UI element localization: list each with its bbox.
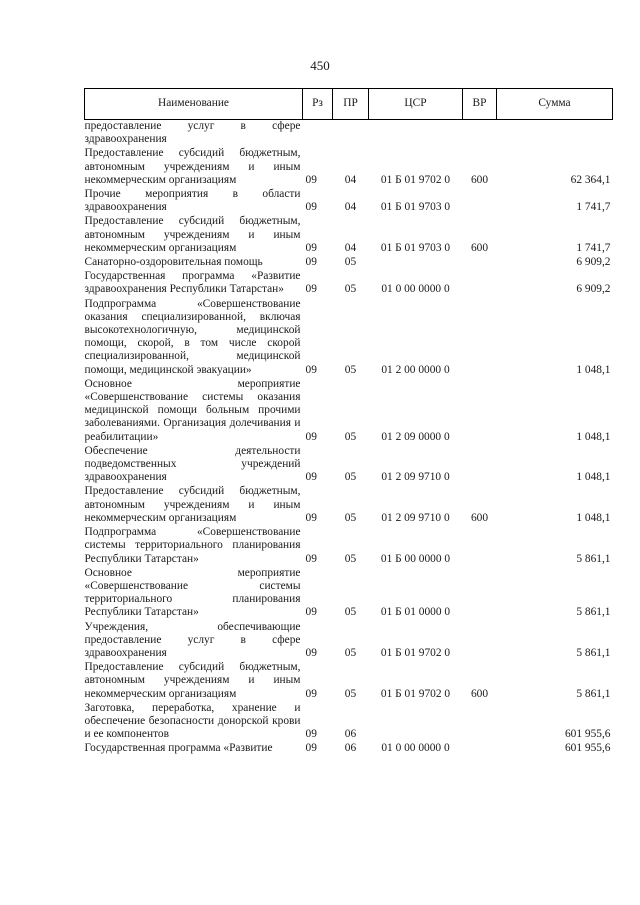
cell-pr: 05 [344,471,357,484]
cell-name: Прочие мероприятия в области здравоохранения [84,188,301,214]
cell-vr: 600 [470,241,489,254]
table-row [85,660,613,701]
table-row [85,620,613,661]
cell-pr: 05 [344,363,357,376]
header-rz: Рз [303,89,333,120]
cell-rz: 09 [305,511,317,524]
cell-csr: 01 2 09 9710 0 [381,471,450,484]
cell-rz: 09 [305,728,317,741]
cell-pr: 05 [344,511,357,524]
cell-name: Предоставление субсидий бюджетным, автономным учреждениям и иным некоммерческим организациям [84,485,301,524]
cell-rz: 09 [305,552,317,565]
cell-rz: 09 [305,363,317,376]
header-sum: Сумма [497,89,613,120]
cell-rz: 09 [305,687,317,700]
cell-name: Предоставление субсидий бюджетным, автономным учреждениям и иным некоммерческим организациям [84,661,301,700]
cell-csr: 01 Б 01 9702 0 [380,173,451,186]
cell-sum: 1 048,1 [576,363,611,376]
cell-sum: 6 909,2 [576,256,611,269]
cell-sum: 5 861,1 [576,552,611,565]
cell-vr [463,377,497,444]
cell-name: Подпрограмма «Совершенствование оказания специализированной, включая высокотехнологичную, медицинской помощи, скорой, в том числе скорой специализированной, медицинской помощи, медицинской эвакуации» [84,297,301,376]
cell-vr [463,444,497,485]
table-body [85,120,613,756]
cell-pr: 05 [344,430,357,443]
cell-name: Основное мероприятие «Совершенствование системы территориального планирования Республики Татарстан» [84,566,301,619]
cell-vr [463,741,497,755]
cell-pr: 06 [344,742,357,755]
table-row [85,525,613,566]
cell-rz: 09 [305,256,317,269]
cell-rz: 09 [305,173,317,186]
cell-rz: 09 [305,241,317,254]
table-header [85,89,613,120]
cell-sum: 62 364,1 [570,173,611,186]
cell-rz: 09 [305,283,317,296]
cell-sum [497,120,613,147]
cell-csr: 01 Б 01 0000 0 [380,606,451,619]
cell-name: Обеспечение деятельности подведомственных учреждений здравоохранения [84,444,301,484]
cell-pr: 05 [344,646,357,659]
header-vr: ВР [463,89,497,120]
cell-name: Подпрограмма «Совершенствование системы территориального планирования Республики Татарстан» [84,526,301,565]
cell-rz: 09 [305,430,317,443]
cell-csr: 01 2 09 0000 0 [381,430,450,443]
cell-name: Государственная программа «Развитие [84,742,273,755]
cell-vr [463,525,497,566]
cell-pr: 04 [344,201,357,214]
cell-pr: 04 [344,173,357,186]
budget-table [84,88,613,756]
header-csr: ЦСР [369,89,463,120]
cell-csr [369,120,463,147]
cell-pr: 05 [344,687,357,700]
cell-vr [463,187,497,214]
cell-name: Санаторно-оздоровительная помощь [84,256,263,269]
cell-sum: 601 955,6 [564,742,611,755]
cell-csr: 01 2 00 0000 0 [381,363,450,376]
cell-csr: 01 0 00 0000 0 [381,283,450,296]
table-row [85,377,613,444]
cell-vr [463,120,497,147]
cell-vr [463,566,497,620]
cell-sum: 1 048,1 [576,511,611,524]
cell-csr: 01 2 09 9710 0 [381,511,450,524]
cell-csr: 01 Б 00 0000 0 [380,552,451,565]
cell-rz: 09 [305,606,317,619]
header-pr: ПР [333,89,369,120]
cell-sum: 5 861,1 [576,646,611,659]
cell-vr: 600 [470,511,489,524]
cell-csr [369,255,463,269]
cell-vr [463,269,497,296]
cell-vr: 600 [470,687,489,700]
table-row [85,741,613,755]
cell-name: Заготовка, переработка, хранение и обеспечение безопасности донорской крови и ее компонентов [84,701,301,741]
table-row [85,146,613,187]
table-row [85,187,613,214]
cell-name: Предоставление субсидий бюджетным, автономным учреждениям и иным некоммерческим организациям [84,215,301,254]
table-row [85,269,613,296]
cell-pr: 05 [344,283,357,296]
cell-name: Основное мероприятие «Совершенствование системы оказания медицинской помощи больным прочими заболеваниями. Организация долечивания и реабилитации» [84,377,301,443]
table-row [85,701,613,742]
cell-pr: 04 [344,241,357,254]
cell-name: предоставление услуг в сфере здравоохранения [84,120,301,146]
header-name: Наименование [85,89,303,120]
cell-csr: 01 0 00 0000 0 [381,742,450,755]
table-row [85,255,613,269]
table-row [85,120,613,147]
cell-csr [369,701,463,742]
cell-vr: 600 [470,173,489,186]
cell-sum: 1 048,1 [576,430,611,443]
table-row [85,566,613,620]
cell-csr: 01 Б 01 9703 0 [380,241,451,254]
table-row [85,444,613,485]
cell-vr [463,620,497,661]
cell-csr: 01 Б 01 9702 0 [380,646,451,659]
cell-rz: 09 [305,201,317,214]
cell-name: Предоставление субсидий бюджетным, автономным учреждениям и иным некоммерческим организациям [84,147,301,186]
cell-rz: 09 [305,742,317,755]
cell-pr: 05 [344,256,357,269]
cell-rz [303,120,333,147]
cell-name: Государственная программа «Развитие здравоохранения Республики Татарстан» [84,270,301,296]
cell-csr: 01 Б 01 9703 0 [380,201,451,214]
table-row [85,297,613,377]
cell-csr: 01 Б 01 9702 0 [380,687,451,700]
cell-pr: 05 [344,552,357,565]
cell-sum: 5 861,1 [576,606,611,619]
cell-pr [333,120,369,147]
cell-vr [463,255,497,269]
cell-sum: 601 955,6 [564,728,611,741]
cell-vr [463,701,497,742]
cell-vr [463,297,497,377]
cell-name: Учреждения, обеспечивающие предоставление услуг в сфере здравоохранения [84,620,301,659]
table-row [85,484,613,525]
cell-sum: 1 048,1 [576,471,611,484]
cell-pr: 06 [344,728,357,741]
cell-sum: 6 909,2 [576,283,611,296]
cell-rz: 09 [305,646,317,659]
cell-sum: 1 741,7 [576,201,611,214]
cell-rz: 09 [305,471,317,484]
table-row [85,214,613,255]
cell-sum: 5 861,1 [576,687,611,700]
cell-sum: 1 741,7 [576,241,611,254]
cell-pr: 05 [344,606,357,619]
page-number: 450 [310,58,330,73]
